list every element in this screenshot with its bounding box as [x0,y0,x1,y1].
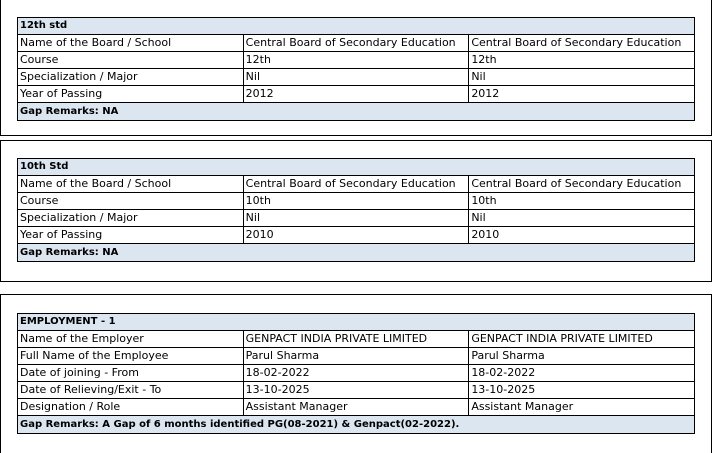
row-label: Specialization / Major [18,69,244,86]
table-row [18,86,695,103]
education-table-12th [17,17,695,121]
row-label: Full Name of the Employee [18,348,244,365]
row-label: Designation / Role [18,399,244,416]
table-row [18,35,695,52]
section-panel-12th [0,0,712,136]
employment-table [17,313,695,434]
row-value-2: GENPACT INDIA PRIVATE LIMITED [469,331,695,348]
row-value-2: 10th [469,193,695,210]
row-value-1: GENPACT INDIA PRIVATE LIMITED [243,331,469,348]
section-panel-10th [0,140,712,282]
row-value-1: Parul Sharma [243,348,469,365]
row-value-2: 18-02-2022 [469,365,695,382]
table-row [18,399,695,416]
section-title: EMPLOYMENT - 1 [18,314,695,331]
row-value-1: Nil [243,69,469,86]
gap-remarks: Gap Remarks: NA [18,103,695,121]
row-value-1: Assistant Manager [243,399,469,416]
row-label: Name of the Employer [18,331,244,348]
table-row [18,331,695,348]
row-value-1: 2012 [243,86,469,103]
row-value-1: 18-02-2022 [243,365,469,382]
gap-remarks: Gap Remarks: NA [18,244,695,262]
row-value-2: 13-10-2025 [469,382,695,399]
section-title: 10th Std [18,159,695,176]
row-value-2: 2010 [469,227,695,244]
row-label: Date of joining - From [18,365,244,382]
row-label: Year of Passing [18,86,244,103]
row-label: Name of the Board / School [18,176,244,193]
table-row [18,227,695,244]
table-row [18,210,695,227]
table-row [18,365,695,382]
row-value-1: 10th [243,193,469,210]
row-value-1: Central Board of Secondary Education [243,35,469,52]
row-value-1: 2010 [243,227,469,244]
row-label: Year of Passing [18,227,244,244]
row-value-2: Assistant Manager [469,399,695,416]
row-label: Course [18,193,244,210]
table-row [18,348,695,365]
table-row [18,193,695,210]
row-value-2: Nil [469,69,695,86]
row-label: Name of the Board / School [18,35,244,52]
row-label: Date of Relieving/Exit - To [18,382,244,399]
row-value-2: 2012 [469,86,695,103]
section-title: 12th std [18,18,695,35]
row-value-1: Central Board of Secondary Education [243,176,469,193]
row-value-2: 12th [469,52,695,69]
row-value-2: Central Board of Secondary Education [469,176,695,193]
table-row [18,382,695,399]
row-label: Specialization / Major [18,210,244,227]
education-table-10th [17,158,695,262]
row-value-2: Central Board of Secondary Education [469,35,695,52]
table-row [18,52,695,69]
row-value-2: Nil [469,210,695,227]
row-label: Course [18,52,244,69]
table-row [18,69,695,86]
row-value-1: Nil [243,210,469,227]
row-value-1: 13-10-2025 [243,382,469,399]
row-value-2: Parul Sharma [469,348,695,365]
gap-remarks: Gap Remarks: A Gap of 6 months identified PG(08-2021) & Genpact(02-2022). [18,416,695,434]
table-row [18,176,695,193]
row-value-1: 12th [243,52,469,69]
section-panel-employment [0,294,712,453]
